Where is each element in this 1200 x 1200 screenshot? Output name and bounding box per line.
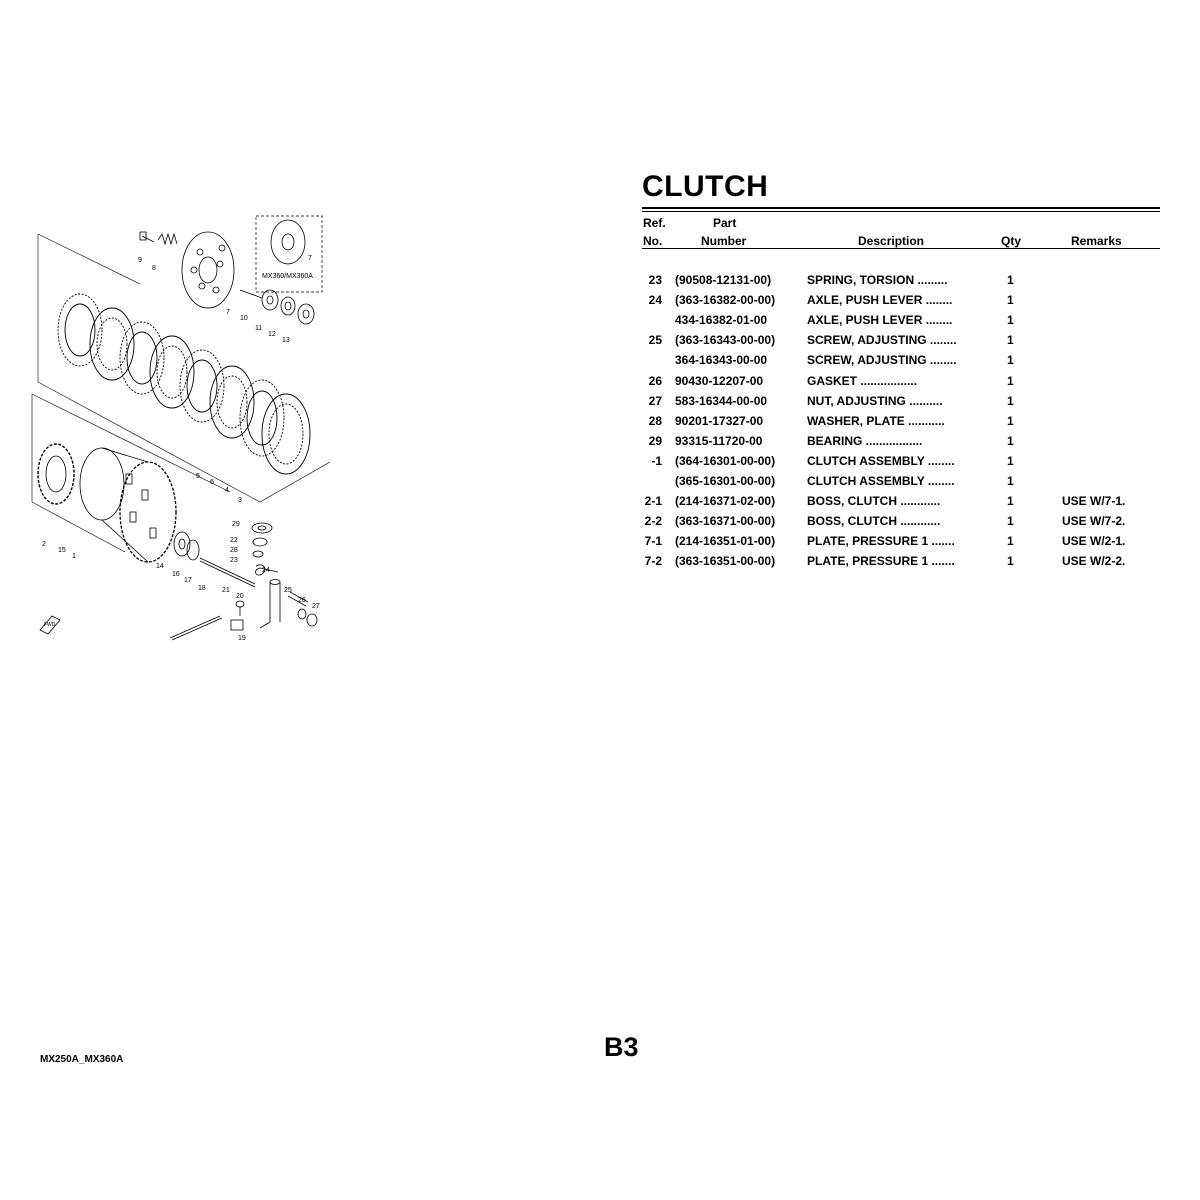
ref-cell: -1 xyxy=(651,453,662,468)
table-row xyxy=(0,394,1200,410)
description-cell: CLUTCH ASSEMBLY ........ xyxy=(807,474,955,488)
part-number-cell: (363-16343-00-00) xyxy=(675,333,776,348)
header-qty: Qty xyxy=(1001,234,1022,248)
svg-text:24: 24 xyxy=(262,567,270,574)
qty-cell: 1 xyxy=(1007,413,1014,428)
part-number-cell: 434-16382-01-00 xyxy=(675,313,768,328)
qty-cell: 1 xyxy=(1007,474,1014,488)
table-row xyxy=(0,293,1200,309)
header-number: Number xyxy=(701,234,747,248)
ref-cell: 24 xyxy=(648,293,662,308)
description-cell: AXLE, PUSH LEVER ........ xyxy=(807,313,953,328)
svg-text:28: 28 xyxy=(230,547,238,554)
part-number-cell: (90508-12131-00) xyxy=(675,273,772,287)
qty-cell: 1 xyxy=(1007,373,1014,388)
qty-cell: 1 xyxy=(1007,534,1014,549)
qty-cell: 1 xyxy=(1007,293,1014,308)
svg-text:15: 15 xyxy=(58,547,66,554)
svg-text:11: 11 xyxy=(255,325,263,332)
svg-text:3: 3 xyxy=(238,497,242,504)
svg-text:27: 27 xyxy=(312,603,320,610)
header-ref: Ref. xyxy=(643,216,666,230)
footer-model-code: MX250A_MX360A xyxy=(40,1054,124,1065)
description-cell: BOSS, CLUTCH ............ xyxy=(807,514,941,529)
qty-cell: 1 xyxy=(1007,433,1014,448)
part-number-cell: (214-16371-02-00) xyxy=(675,494,776,509)
header-rule xyxy=(642,248,1160,249)
description-cell: PLATE, PRESSURE 1 ....... xyxy=(807,554,955,569)
part-number-cell: 90201-17327-00 xyxy=(675,413,764,428)
svg-text:14: 14 xyxy=(156,563,164,570)
svg-text:20: 20 xyxy=(236,593,244,600)
description-cell: NUT, ADJUSTING .......... xyxy=(807,393,943,408)
part-number-cell: (363-16382-00-00) xyxy=(675,293,776,308)
svg-text:2: 2 xyxy=(42,541,46,548)
table-row xyxy=(0,534,1200,550)
svg-text:29: 29 xyxy=(232,521,240,528)
svg-text:19: 19 xyxy=(238,635,246,642)
description-cell: GASKET ................. xyxy=(807,373,918,388)
svg-text:16: 16 xyxy=(172,571,180,578)
svg-text:7: 7 xyxy=(308,255,312,262)
table-row xyxy=(0,333,1200,349)
part-number-cell: (365-16301-00-00) xyxy=(675,474,776,488)
table-row xyxy=(0,554,1200,570)
ref-cell: 2-1 xyxy=(644,494,662,509)
header-no: No. xyxy=(643,234,663,248)
ref-cell: 28 xyxy=(648,413,662,428)
description-cell: AXLE, PUSH LEVER ........ xyxy=(807,293,953,308)
description-cell: SCREW, ADJUSTING ........ xyxy=(807,353,957,368)
part-number-cell: (363-16351-00-00) xyxy=(675,554,776,569)
svg-text:23: 23 xyxy=(230,557,238,564)
ref-cell: 2-2 xyxy=(644,514,662,529)
svg-text:25: 25 xyxy=(284,587,292,594)
description-cell: BEARING ................. xyxy=(807,433,923,448)
ref-cell: 23 xyxy=(648,273,662,287)
svg-text:7: 7 xyxy=(226,309,230,316)
svg-text:18: 18 xyxy=(198,585,206,592)
qty-cell: 1 xyxy=(1007,313,1014,328)
part-number-cell: (364-16301-00-00) xyxy=(675,453,776,468)
svg-text:8: 8 xyxy=(152,265,156,272)
ref-cell: 27 xyxy=(648,393,662,408)
table-row xyxy=(0,374,1200,390)
qty-cell: 1 xyxy=(1007,554,1014,569)
svg-text:6: 6 xyxy=(210,479,214,486)
qty-cell: 1 xyxy=(1007,273,1014,287)
page-number: B3 xyxy=(604,1032,639,1062)
svg-text:9: 9 xyxy=(138,257,142,264)
ref-cell: 7-1 xyxy=(644,534,662,549)
qty-cell: 1 xyxy=(1007,333,1014,348)
page-title: CLUTCH xyxy=(642,170,769,203)
description-cell: SCREW, ADJUSTING ........ xyxy=(807,333,957,348)
table-row xyxy=(0,434,1200,450)
svg-text:22: 22 xyxy=(230,537,238,544)
description-cell: PLATE, PRESSURE 1 ....... xyxy=(807,534,955,549)
svg-text:1: 1 xyxy=(72,553,76,560)
table-row xyxy=(0,514,1200,530)
remarks-cell: USE W/7-1. xyxy=(1062,494,1126,509)
header-description: Description xyxy=(858,234,925,248)
qty-cell: 1 xyxy=(1007,453,1014,468)
qty-cell: 1 xyxy=(1007,353,1014,368)
part-number-cell: (363-16371-00-00) xyxy=(675,514,776,529)
remarks-cell: USE W/2-2. xyxy=(1062,554,1126,569)
svg-text:26: 26 xyxy=(298,597,306,604)
table-row xyxy=(0,474,1200,490)
title-rule xyxy=(642,207,1160,212)
table-row xyxy=(0,414,1200,430)
description-cell: CLUTCH ASSEMBLY ........ xyxy=(807,453,955,468)
header-part: Part xyxy=(713,216,737,230)
ref-cell: 7-2 xyxy=(644,554,662,569)
description-cell: WASHER, PLATE ........... xyxy=(807,413,945,428)
remarks-cell: USE W/7-2. xyxy=(1062,514,1126,529)
part-number-cell: 90430-12207-00 xyxy=(675,373,764,388)
ref-cell: 25 xyxy=(648,333,662,348)
qty-cell: 1 xyxy=(1007,494,1014,509)
svg-text:12: 12 xyxy=(268,331,276,338)
description-cell: BOSS, CLUTCH ............ xyxy=(807,494,941,509)
qty-cell: 1 xyxy=(1007,514,1014,529)
table-row xyxy=(0,273,1200,289)
description-cell: SPRING, TORSION ......... xyxy=(807,273,948,287)
svg-text:13: 13 xyxy=(282,337,290,344)
qty-cell: 1 xyxy=(1007,393,1014,408)
ref-cell: 26 xyxy=(648,373,662,388)
fwd-label: FWD xyxy=(44,622,56,628)
header-remarks: Remarks xyxy=(1071,234,1122,248)
table-row xyxy=(0,454,1200,470)
ref-cell: 29 xyxy=(648,433,662,448)
svg-text:5: 5 xyxy=(196,473,200,480)
part-number-cell: 364-16343-00-00 xyxy=(675,353,768,368)
svg-text:10: 10 xyxy=(240,315,248,322)
part-number-cell: 583-16344-00-00 xyxy=(675,393,768,408)
table-row xyxy=(0,313,1200,329)
part-number-cell: (214-16351-01-00) xyxy=(675,534,776,549)
remarks-cell: USE W/2-1. xyxy=(1062,534,1126,549)
table-row xyxy=(0,353,1200,369)
svg-text:4: 4 xyxy=(225,487,229,494)
part-number-cell: 93315-11720-00 xyxy=(675,433,763,448)
table-row xyxy=(0,494,1200,510)
inset-label: MX360/MX360A xyxy=(262,273,313,280)
svg-text:21: 21 xyxy=(222,587,230,594)
svg-text:17: 17 xyxy=(184,577,192,584)
